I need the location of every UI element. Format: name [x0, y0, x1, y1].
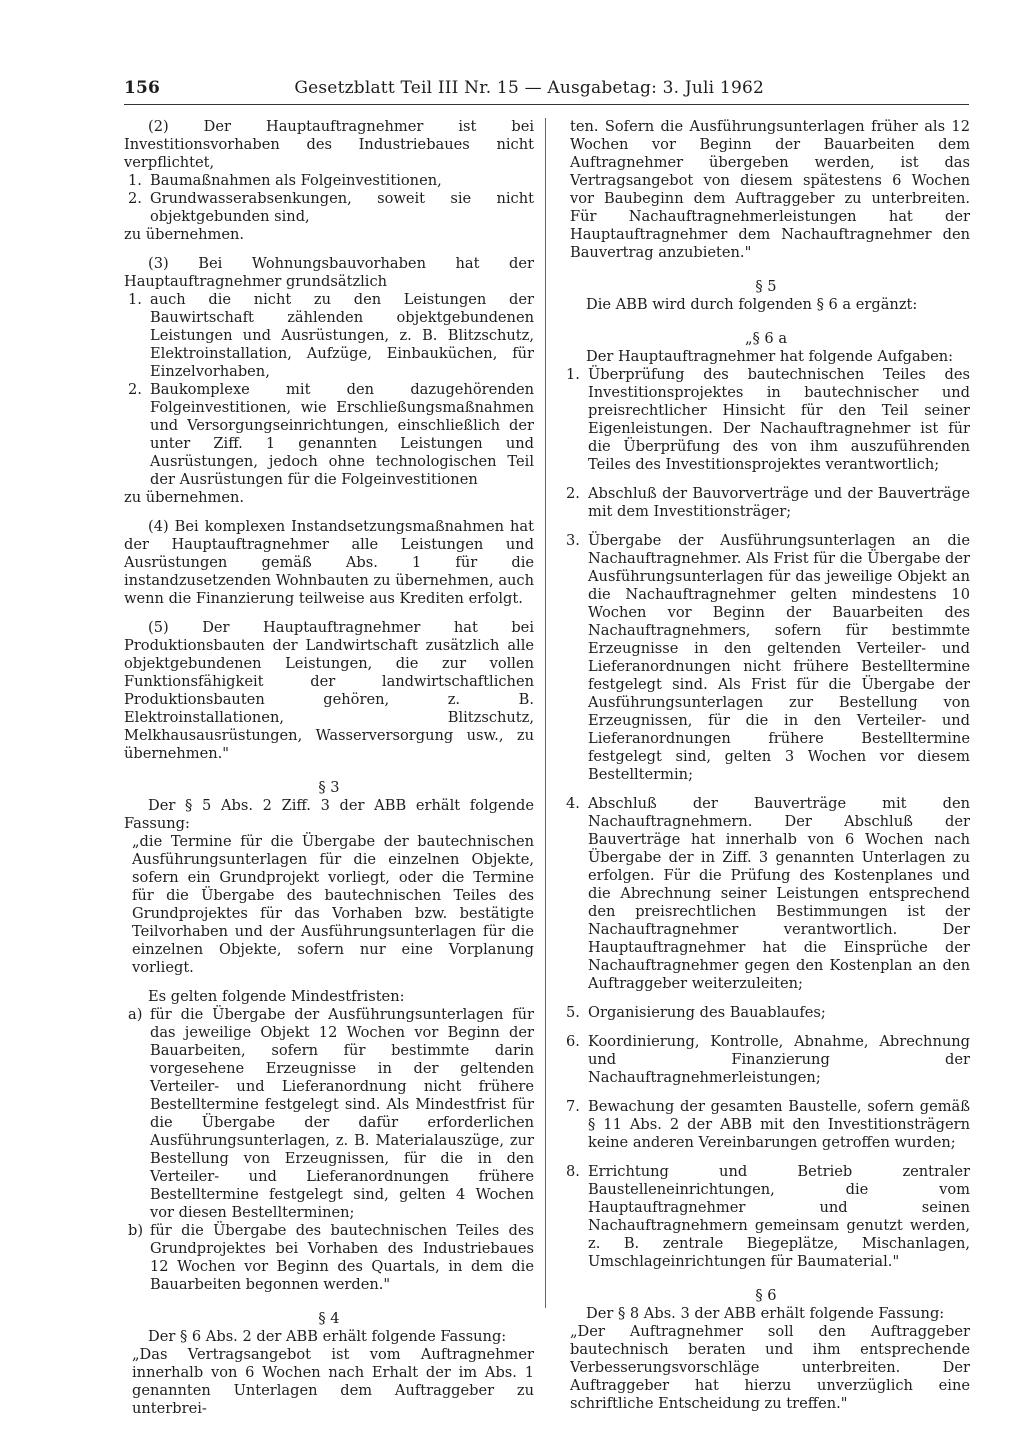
- paragraph-3-intro: (3) Bei Wohnungsbauvorhaben hat der Hauptauftragnehmer grundsätzlich: [124, 255, 534, 290]
- list-item-text: für die Übergabe der Ausführungsunterlagen für das jeweilige Objekt 12 Wochen vor Beginn der Bauarbeiten, sofern für bestimmte darin vorgesehene Erzeugnisse in der geltenden Verteiler- und Lieferanordnung nicht frühere Bestelltermine festgelegt sind. Als Mindestfrist für die Übergabe der dafür erforderlichen Ausführungsunterlagen, z. B. Materialauszüge, zur Bestellung von Erzeugnissen, für die in den Verteiler- und Lieferanordnungen frühere Bestelltermine festgelegt sind, gelten 4 Wochen vor diesen Bestellterminen;: [150, 1006, 534, 1221]
- list-item: [124, 381, 534, 489]
- section-6a-intro: Der Hauptauftragnehmer hat folgende Aufgaben:: [586, 348, 954, 365]
- list-item-text: Abschluß der Bauverträge mit den Nachauftragnehmern. Der Abschluß der Bauverträge hat innerhalb von 6 Wochen nach Übergabe der in Ziff. 3 genannten Unterlagen zu erfolgen. Für die Prüfung des Kostenplanes und die Abrechnung seiner Leistungen entsprechend den preisrechtlichen Bestimmungen ist der Nachauftragnehmer verantwortlich. Der Hauptauftragnehmer hat die Einsprüche der Nachauftragnehmer gegen den Kostenplan an den Auftraggeber weiterzuleiten;: [588, 795, 970, 992]
- list-item: [562, 795, 970, 993]
- list-item: [562, 366, 970, 474]
- list-marker: 2.: [566, 485, 580, 502]
- list-item-text: Übergabe der Ausführungsunterlagen an die Nachauftragnehmer. Als Frist für die Übergabe der Ausführungsunterlagen für das jeweilige Objekt an die Nachauftragnehmer gelten mindestens 10 Wochen vor Beginn der Bauarbeiten des Nachauftragnehmers, sofern für bestimmte Erzeugnisse in den geltenden Verteiler- und Lieferanordnungen nicht frühere Bestelltermine festgelegt sind. Als Frist für die Übergabe der Ausführungsunterlagen zur Bestellung von Erzeugnissen, für die in den Verteiler- und Lieferanordnungen frühere Bestelltermine festgelegt sind, gelten 3 Wochen vor diesem Bestelltermin;: [588, 532, 970, 783]
- list-item-text: Organisierung des Bauablaufes;: [588, 1004, 826, 1021]
- page-number: 156: [124, 78, 161, 98]
- list-item: [562, 532, 970, 784]
- paragraph-4: (4) Bei komplexen Instandsetzungsmaßnahmen hat der Hauptauftragnehmer alle Leistungen und Ausrüstungen gemäß Abs. 1 für die instandzusetzenden Wohnbauten zu übernehmen, auch wenn die Finanzierung teilweise aus Krediten erfolgt.: [124, 518, 534, 607]
- section-3-minimum-deadlines: Es gelten folgende Mindestfristen:: [148, 988, 405, 1005]
- list-marker: 6.: [566, 1033, 580, 1050]
- section-6-quote: „Der Auftragnehmer soll den Auftraggeber bautechnisch beraten und ihm entsprechende Verbesserungsvorschläge unterbreiten. Der Auftraggeber hat hierzu unverzüglich eine schriftliche Entscheidung zu treffen.": [570, 1323, 970, 1412]
- list-marker: 3.: [566, 532, 580, 549]
- list-item-text: auch die nicht zu den Leistungen der Bauwirtschaft zählenden objektgebundenen Leistungen und Ausrüstungen, z. B. Blitzschutz, Elektroinstallation, Aufzüge, Einbauküchen, für Einzelvorhaben,: [150, 291, 534, 380]
- list-item-text: für die Übergabe des bautechnischen Teiles des Grundprojektes bei Vorhaben des Industriebaues 12 Wochen vor Beginn des Quartals, in dem die Bauarbeiten begonnen werden.": [150, 1222, 534, 1293]
- section-3-intro: Der § 5 Abs. 2 Ziff. 3 der ABB erhält folgende Fassung:: [124, 797, 534, 832]
- list-marker: 2.: [128, 381, 142, 398]
- page-header: [124, 78, 764, 104]
- section-3-list: [124, 1006, 534, 1294]
- list-item: [562, 1098, 970, 1152]
- section-3-quote: „die Termine für die Übergabe der bautechnischen Ausführungsunterlagen für die einzelnen Objekte, sofern ein Grundprojekt vorliegt, oder die Termine für die Übergabe des bautechnischen Teiles des Grundprojektes für das Vorhaben bzw. bestätigte Teilvorhaben und der Ausführungsunterlagen für die einzelnen Objekte, sofern nur eine Vorplanung vorliegt.: [132, 833, 534, 976]
- list-item: [562, 1163, 970, 1271]
- section-6a-heading: „§ 6 a: [744, 330, 788, 347]
- list-item-text: Baukomplexe mit den dazugehörenden Folgeinvestitionen, wie Erschließungsmaßnahmen und Versorgungseinrichtungen, einschließlich der unter Ziff. 1 genannten Leistungen und Ausrüstungen, jedoch ohne technologischen Teil der Ausrüstungen für die Folgeinvestitionen: [150, 381, 534, 488]
- list-item-text: Koordinierung, Kontrolle, Abnahme, Abrechnung und Finanzierung der Nachauftragnehmerleistungen;: [588, 1033, 970, 1086]
- list-marker: b): [128, 1222, 144, 1239]
- list-marker: 2.: [128, 190, 142, 207]
- list-marker: 1.: [128, 291, 142, 308]
- gazette-title: Gesetzblatt Teil III Nr. 15 — Ausgabetag: 3. Juli 1962: [294, 78, 764, 98]
- list-marker: 4.: [566, 795, 580, 812]
- list-item-text: Abschluß der Bauvorverträge und der Bauverträge mit dem Investitionsträger;: [588, 485, 970, 520]
- list-item: [124, 291, 534, 381]
- paragraph-2-close: zu übernehmen.: [124, 226, 245, 243]
- section-5-heading: § 5: [755, 278, 777, 295]
- list-item: [124, 1006, 534, 1222]
- list-marker: 1.: [128, 172, 142, 189]
- list-marker: a): [128, 1006, 143, 1023]
- section-5-intro: Die ABB wird durch folgenden § 6 a ergänzt:: [586, 296, 918, 313]
- list-marker: 8.: [566, 1163, 580, 1180]
- section-6-heading: § 6: [755, 1287, 777, 1304]
- section-4-heading: § 4: [318, 1310, 340, 1327]
- list-item-text: Bewachung der gesamten Baustelle, sofern gemäß § 11 Abs. 2 der ABB mit den Investitionsträgern keine anderen Vereinbarungen getroffen wurden;: [588, 1098, 970, 1151]
- paragraph-5: (5) Der Hauptauftragnehmer hat bei Produktionsbauten der Landwirtschaft zusätzlich alle objektgebundenen Leistungen, die zur vollen Funktionsfähigkeit der landwirtschaftlichen Produktionsbauten gehören, z. B. Elektroinstallationen, Blitzschutz, Melkhausausrüstungen, Wasserversorgung usw., zu übernehmen.": [124, 619, 534, 762]
- list-item: [562, 1004, 970, 1022]
- paragraph-2-list: [124, 172, 534, 226]
- list-marker: 5.: [566, 1004, 580, 1021]
- list-item: [562, 485, 970, 521]
- right-column: [562, 118, 970, 1413]
- section-6a-list: [562, 366, 970, 1271]
- section-4-quote: „Das Vertragsangebot ist vom Auftragnehmer innerhalb von 6 Wochen nach Erhalt der im Abs. 1 genannten Unterlagen dem Auftraggeber zu unterbrei-: [132, 1346, 534, 1417]
- list-item-text: Grundwasserabsenkungen, soweit sie nicht objektgebunden sind,: [150, 190, 534, 225]
- left-column: [124, 118, 534, 1418]
- list-item: [124, 1222, 534, 1294]
- list-item: [562, 1033, 970, 1087]
- list-item-text: Baumaßnahmen als Folgeinvestitionen,: [150, 172, 442, 189]
- section-3-heading: § 3: [318, 779, 340, 796]
- column-divider: [545, 118, 546, 1308]
- paragraph-3-close: zu übernehmen.: [124, 489, 245, 506]
- section-4-intro: Der § 6 Abs. 2 der ABB erhält folgende Fassung:: [148, 1328, 507, 1345]
- list-item: [124, 190, 534, 226]
- list-item: [124, 172, 534, 190]
- header-rule: [124, 104, 969, 105]
- section-6-intro: Der § 8 Abs. 3 der ABB erhält folgende Fassung:: [586, 1305, 945, 1322]
- list-marker: 7.: [566, 1098, 580, 1115]
- paragraph-2-intro: (2) Der Hauptauftragnehmer ist bei Investitionsvorhaben des Industriebaues nicht verpflichtet,: [124, 118, 534, 171]
- section-4-quote-continued: ten. Sofern die Ausführungsunterlagen früher als 12 Wochen vor Beginn der Bauarbeiten dem Auftragnehmer übergeben werden, ist das Vertragsangebot von diesem spätestens 6 Wochen vor Baubeginn dem Auftraggeber zu unterbreiten. Für Nachauftragnehmerleistungen hat der Hauptauftragnehmer dem Nachauftragnehmer den Bauvertrag anzubieten.": [570, 118, 970, 261]
- list-item-text: Überprüfung des bautechnischen Teiles des Investitionsprojektes in bautechnischer und preisrechtlicher Hinsicht für den Teil seiner Eigenleistungen. Der Nachauftragnehmer ist für die Überprüfung des von ihm auszuführenden Teiles des Investitionsprojektes verantwortlich;: [588, 366, 970, 473]
- list-marker: 1.: [566, 366, 580, 383]
- paragraph-3-list: [124, 291, 534, 489]
- list-item-text: Errichtung und Betrieb zentraler Baustelleneinrichtungen, die vom Hauptauftragnehmer und seinen Nachauftragnehmern gemeinsam genutzt werden, z. B. zentrale Biegeplätze, Mischanlagen, Umschlageinrichtungen für Baumaterial.": [588, 1163, 970, 1270]
